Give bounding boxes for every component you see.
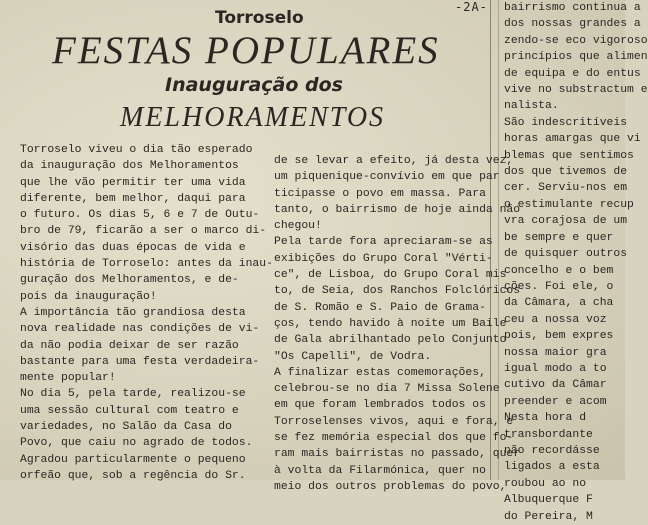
text-line: cutivo da Câmar [504, 379, 607, 392]
text-line: transbordante [504, 428, 593, 441]
text-line: da inauguração dos Melhoramentos [20, 160, 239, 173]
text-line: o futuro. Os dias 5, 6 e 7 de Outu- [20, 209, 260, 222]
text-line: à volta da Filarmónica, quer no [274, 464, 486, 477]
text-line: exibições do Grupo Coral "Vérti- [274, 252, 493, 265]
text-line: concelho e o bem [504, 264, 614, 277]
text-line: roubou ao no [504, 477, 587, 490]
text-line: da não podia deixar de ser razão [20, 339, 239, 352]
text-line: pois da inauguração! [20, 290, 157, 303]
text-line: em que foram lembrados todos os [274, 399, 486, 412]
text-line: bro de 79, ficarão a ser o marco di- [20, 225, 267, 238]
page-number: -2A- [455, 0, 488, 14]
text-line: A finalizar estas comemorações, [274, 366, 486, 379]
text-line: que lhe vão permitir ter uma vida [20, 176, 246, 189]
text-line: meio dos outros problemas do povo, [274, 480, 507, 493]
subheadline-2: MELHORAMENTOS [120, 102, 386, 133]
text-line: diferente, bem melhor, daqui para [20, 192, 246, 205]
text-line: igual modo a to [504, 362, 607, 375]
text-line: de S. Romão e S. Paio de Grama- [274, 301, 486, 314]
text-line: nalista. [504, 100, 559, 113]
article-column-3 [504, 0, 648, 525]
text-line: visório das duas épocas de vida e [20, 241, 246, 254]
text-line: No dia 5, pela tarde, realizou-se [20, 388, 246, 401]
text-line: Povo, que caiu no agrado de todos. [20, 437, 253, 450]
text-line: princípios que alimen [504, 51, 648, 64]
text-line: zendo-se eco vigoroso [504, 34, 648, 47]
text-line: chegou! [274, 220, 322, 233]
text-line: preender e acom [504, 395, 607, 408]
text-line: ceu a nossa voz [504, 313, 607, 326]
text-line: vra corajosa de um [504, 215, 628, 228]
text-line: nova realidade nas condições de vi- [20, 323, 260, 336]
text-line: blemas que sentimos [504, 149, 634, 162]
text-line: guração dos Melhoramentos, e de- [20, 274, 239, 287]
text-line: do Pereira, M [504, 510, 593, 523]
kicker-location: Torroselo [215, 8, 304, 28]
text-line: Agradou particularmente o pequeno [20, 453, 246, 466]
text-line: cer. Serviu-nos em [504, 182, 628, 195]
text-line: "Os Capelli", de Vodra. [274, 350, 432, 363]
text-line: não recordásse [504, 444, 600, 457]
text-line: dos que tivemos de [504, 166, 628, 179]
text-line: Torroselo viveu o dia tão esperado [20, 144, 253, 156]
text-line: de se levar a efeito, já desta vez, [274, 155, 514, 167]
text-line: mente popular! [20, 372, 116, 385]
text-line: São indescritíveis [504, 116, 628, 129]
headline: FESTAS POPULARES [52, 29, 440, 72]
text-line: be sempre e quer [504, 231, 614, 244]
text-line: de Gala abrilhantado pelo Conjunto [274, 334, 507, 347]
text-line: bairrismo continua a [504, 2, 641, 14]
subheadline-1: Inauguração dos [165, 74, 343, 96]
text-line: ticipasse o povo em massa. Para [274, 187, 486, 200]
text-line: uma sessão cultural com teatro e [20, 404, 239, 417]
text-line: um piquenique-convívio em que par [274, 171, 500, 184]
text-line: ços, tendo havido à noite um Baile [274, 317, 507, 330]
article-column-1 [20, 142, 273, 484]
text-line: da Câmara, a cha [504, 297, 614, 310]
text-line: ligados a esta [504, 461, 600, 474]
text-line: de quisquer outros [504, 248, 628, 261]
text-line: de equipa e do entus [504, 67, 641, 80]
text-line: orfeão que, sob a regência do Sr. [20, 469, 246, 482]
text-line: se fez memória especial dos que fo- [274, 432, 514, 445]
text-line: ce", de Lisboa, do Grupo Coral mis [274, 269, 507, 282]
article-column-2 [274, 153, 520, 495]
text-line: o estimulante recup [504, 198, 634, 211]
text-line: variedades, no Salão da Casa do [20, 421, 232, 434]
text-line: ram mais bairristas no passado, quer [274, 448, 521, 461]
text-line: ções. Foi ele, o [504, 280, 614, 293]
text-line: Nesta hora d [504, 412, 587, 425]
text-line: nossa maior gra [504, 346, 607, 359]
text-line: celebrou-se no dia 7 Missa Solene [274, 383, 500, 396]
text-line: pois, bem expres [504, 330, 614, 343]
text-line: to, de Seia, dos Ranchos Folclóricos [274, 285, 521, 298]
text-line: Torroselenses vivos, aqui e fora, e [274, 415, 514, 428]
text-line: bastante para uma festa verdadeira- [20, 355, 260, 368]
text-line: história de Torroselo: antes da inau- [20, 258, 273, 271]
text-line: tanto, o bairrismo de hoje ainda não [274, 203, 521, 216]
text-line: vive no substractum e [504, 84, 648, 97]
text-line: A importância tão grandiosa desta [20, 306, 246, 319]
text-line: horas amargas que vi [504, 133, 641, 146]
text-line: Albuquerque F [504, 494, 593, 507]
text-line: Pela tarde fora apreciaram-se as [274, 236, 493, 249]
text-line: dos nossas grandes a [504, 18, 641, 31]
